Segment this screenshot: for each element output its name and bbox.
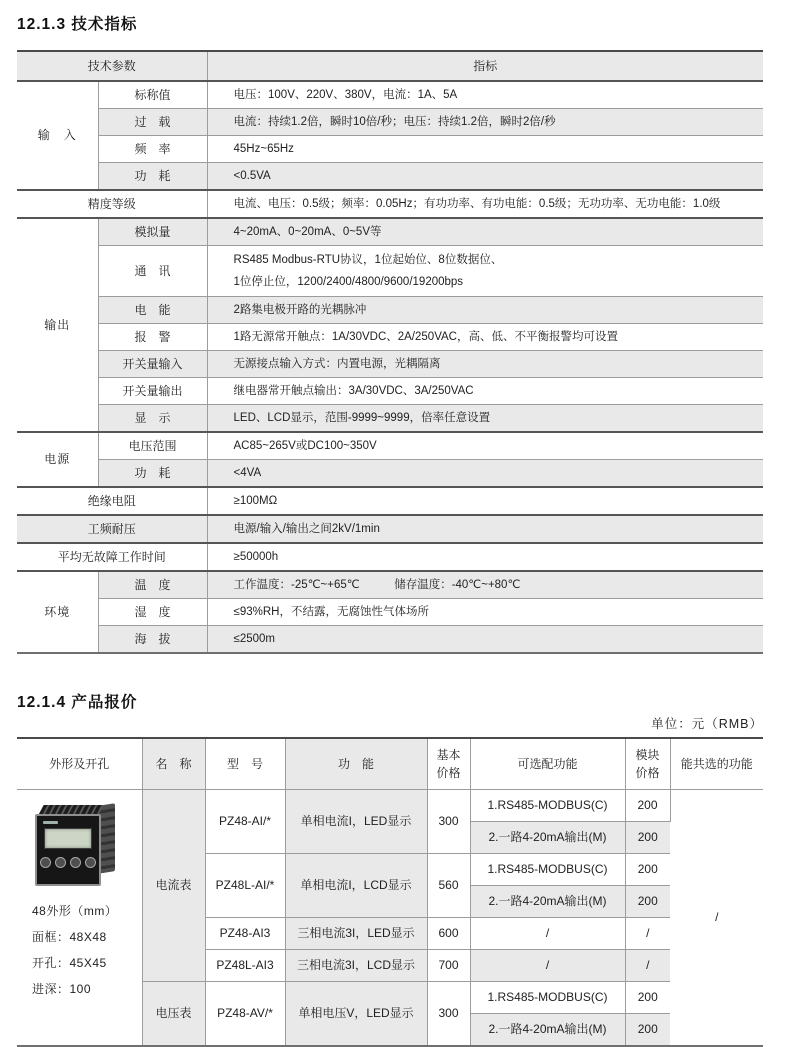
module-price-cell: 200 xyxy=(625,982,670,1014)
spec-value: 继电器常开触点输出：3A/30VDC、3A/250VAC xyxy=(207,378,763,405)
spec-value xyxy=(207,246,763,297)
optional-cell: / xyxy=(470,918,625,950)
spec-param-insulation: 绝缘电阻 xyxy=(17,487,207,515)
spec-param: 开关量输入 xyxy=(98,351,207,378)
spec-param: 温 度 xyxy=(98,571,207,599)
optional-cell: / xyxy=(470,950,625,982)
module-price-cell: / xyxy=(625,918,670,950)
spec-param: 开关量输出 xyxy=(98,378,207,405)
price-header-shape: 外形及开孔 xyxy=(17,738,142,790)
spec-param-withstand: 工频耐压 xyxy=(17,515,207,543)
spec-param: 标称值 xyxy=(98,81,207,109)
spec-param: 湿 度 xyxy=(98,599,207,626)
optional-cell: 2.一路4-20mA输出(M) xyxy=(470,886,625,918)
base-price-cell: 560 xyxy=(427,854,470,918)
spec-value: 工作温度：-25℃~+65℃ 储存温度：-40℃~+80℃ xyxy=(207,571,763,599)
spec-param: 通 讯 xyxy=(98,246,207,297)
price-header-base-line2: 价格 xyxy=(436,766,461,780)
spec-value: 电流、电压：0.5级；频率：0.05Hz；有功功率、有功电能：0.5级；无功功率、无功电能：1.0级 xyxy=(207,190,763,218)
section-title-pricing: 12.1.4 产品报价 xyxy=(17,694,138,711)
spec-value: 45Hz~65Hz xyxy=(207,136,763,163)
price-header-module-line1: 模块 xyxy=(635,748,660,762)
spec-value: <0.5VA xyxy=(207,163,763,191)
shape-cell xyxy=(17,790,142,1047)
base-price-cell: 300 xyxy=(427,982,470,1047)
spec-param: 海 拔 xyxy=(98,626,207,654)
module-price-cell: 200 xyxy=(625,1014,670,1047)
price-header-module-line2: 价格 xyxy=(635,766,660,780)
price-header-optional: 可选配功能 xyxy=(470,738,625,790)
module-price-cell: 200 xyxy=(625,854,670,886)
base-price-cell: 600 xyxy=(427,918,470,950)
spec-value-line2: 1位停止位，1200/2400/4800/9600/19200bps xyxy=(233,276,464,288)
unit-note: 单位：元（RMB） xyxy=(651,717,763,731)
product-photo-logo xyxy=(43,821,58,824)
spec-param: 电 能 xyxy=(98,297,207,324)
shape-caption-line: 48外形（mm） xyxy=(32,904,118,918)
shape-caption-line: 面框：48X48 xyxy=(32,930,107,944)
spec-param: 显 示 xyxy=(98,405,207,433)
product-photo-buttons xyxy=(37,857,99,868)
base-price-cell: 300 xyxy=(427,790,470,854)
func-cell: 单相电流I，LCD显示 xyxy=(285,854,427,918)
spec-param: 功 耗 xyxy=(98,460,207,488)
spec-param: 模拟量 xyxy=(98,218,207,246)
shape-caption-line: 开孔：45X45 xyxy=(32,956,107,970)
spec-param: 电压范围 xyxy=(98,432,207,460)
product-photo-button xyxy=(40,857,51,868)
price-header-base-price xyxy=(427,738,470,790)
optional-cell: 2.一路4-20mA输出(M) xyxy=(470,1014,625,1047)
spec-param: 功 耗 xyxy=(98,163,207,191)
module-price-cell: / xyxy=(625,950,670,982)
model-cell: PZ48-AI/* xyxy=(205,790,285,854)
price-header-name: 名 称 xyxy=(142,738,205,790)
price-header-shared: 能共选的功能 xyxy=(670,738,763,790)
optional-cell: 2.一路4-20mA输出(M) xyxy=(470,822,625,854)
spec-value: ≤2500m xyxy=(207,626,763,654)
base-price-cell: 700 xyxy=(427,950,470,982)
shared-functions-cell: / xyxy=(670,790,763,1047)
func-cell: 三相电流3I，LED显示 xyxy=(285,918,427,950)
module-price-cell: 200 xyxy=(625,822,670,854)
optional-cell: 1.RS485-MODBUS(C) xyxy=(470,854,625,886)
spec-group-power: 电源 xyxy=(17,432,98,487)
product-photo xyxy=(27,804,127,896)
module-price-cell: 200 xyxy=(625,790,670,822)
spec-param: 报 警 xyxy=(98,324,207,351)
spec-table xyxy=(17,50,763,654)
spec-param-accuracy: 精度等级 xyxy=(17,190,207,218)
price-header-model: 型 号 xyxy=(205,738,285,790)
spec-value: ≥50000h xyxy=(207,543,763,571)
model-cell: PZ48-AI3 xyxy=(205,918,285,950)
meter-name-cell: 电压表 xyxy=(142,982,205,1047)
price-header-func: 功 能 xyxy=(285,738,427,790)
price-header-module-price xyxy=(625,738,670,790)
shape-caption-line: 进深：100 xyxy=(32,982,92,996)
spec-value: 无源接点输入方式：内置电源，光耦隔离 xyxy=(207,351,763,378)
spec-header-param: 技术参数 xyxy=(17,51,207,81)
spec-param: 频 率 xyxy=(98,136,207,163)
spec-value: ≥100MΩ xyxy=(207,487,763,515)
model-cell: PZ48L-AI/* xyxy=(205,854,285,918)
spec-value: 电流：持续1.2倍，瞬时10倍/秒；电压：持续1.2倍，瞬时2倍/秒 xyxy=(207,109,763,136)
spec-value: AC85~265V或DC100~350V xyxy=(207,432,763,460)
product-photo-front xyxy=(35,814,101,886)
product-photo-button xyxy=(85,857,96,868)
spec-group-output: 输出 xyxy=(17,218,98,432)
price-table xyxy=(17,737,763,1047)
spec-group-input: 输 入 xyxy=(17,81,98,190)
spec-value: 2路集电极开路的光耦脉冲 xyxy=(207,297,763,324)
spec-value: <4VA xyxy=(207,460,763,488)
spec-group-environment: 环境 xyxy=(17,571,98,653)
spec-value-line1: RS485 Modbus-RTU协议，1位起始位、8位数据位、 xyxy=(233,254,503,266)
product-photo-display xyxy=(44,828,92,849)
func-cell: 单相电压V，LED显示 xyxy=(285,982,427,1047)
meter-name-cell: 电流表 xyxy=(142,790,205,982)
model-cell: PZ48-AV/* xyxy=(205,982,285,1047)
func-cell: 单相电流I，LED显示 xyxy=(285,790,427,854)
section-title-specs: 12.1.3 技术指标 xyxy=(17,16,138,33)
model-cell: PZ48L-AI3 xyxy=(205,950,285,982)
optional-cell: 1.RS485-MODBUS(C) xyxy=(470,790,625,822)
spec-header-indicator: 指标 xyxy=(207,51,763,81)
spec-value: ≤93%RH，不结露，无腐蚀性气体场所 xyxy=(207,599,763,626)
spec-value: 4~20mA、0~20mA、0~5V等 xyxy=(207,218,763,246)
spec-value: 电压：100V、220V、380V，电流：1A、5A xyxy=(207,81,763,109)
module-price-cell: 200 xyxy=(625,886,670,918)
spec-value: 电源/输入/输出之间2kV/1min xyxy=(207,515,763,543)
optional-cell: 1.RS485-MODBUS(C) xyxy=(470,982,625,1014)
func-cell: 三相电流3I，LCD显示 xyxy=(285,950,427,982)
product-photo-button xyxy=(55,857,66,868)
spec-value: LED、LCD显示，范围-9999~9999，倍率任意设置 xyxy=(207,405,763,433)
price-header-base-line1: 基本 xyxy=(436,748,461,762)
product-photo-button xyxy=(70,857,81,868)
spec-param-mtbf: 平均无故障工作时间 xyxy=(17,543,207,571)
spec-param: 过 载 xyxy=(98,109,207,136)
spec-value: 1路无源常开触点：1A/30VDC、2A/250VAC，高、低、不平衡报警均可设置 xyxy=(207,324,763,351)
